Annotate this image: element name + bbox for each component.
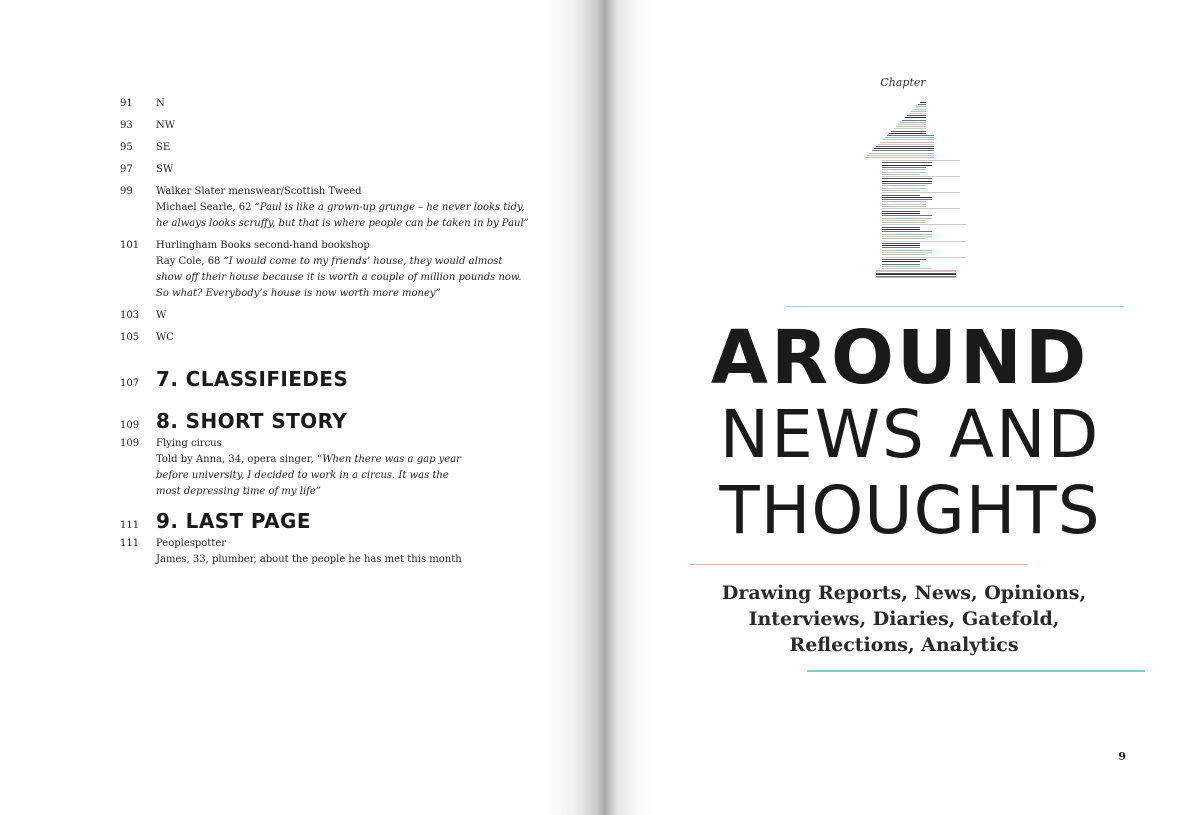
toc-entry-byline: Michael Searle, 62 — [156, 202, 255, 213]
toc-entry[interactable] — [120, 118, 530, 140]
numeral-hairline — [882, 188, 926, 189]
toc-page-number: 101 — [120, 240, 140, 251]
toc-section-heading: 9. LAST PAGE — [156, 509, 311, 533]
toc-entry-title: Walker Slater menswear/Scottish Tweed — [156, 186, 362, 197]
numeral-hairline — [882, 243, 920, 244]
numeral-hairline — [880, 142, 934, 143]
toc-page-number: 109 — [120, 420, 140, 431]
numeral-hairline — [905, 117, 926, 118]
numeral-hairline — [882, 266, 920, 267]
numeral-hairline — [889, 133, 926, 134]
numeral-hairline — [882, 257, 966, 258]
toc-page-number: 111 — [120, 520, 140, 531]
chapter-label: Chapter — [880, 76, 926, 89]
numeral-hairline — [882, 183, 932, 184]
numeral-hairline — [872, 150, 934, 151]
decorative-rule-top — [786, 306, 1124, 307]
toc-entry[interactable] — [120, 308, 530, 330]
toc-section-heading: 8. SHORT STORY — [156, 409, 348, 433]
numeral-hairline — [896, 126, 926, 127]
numeral-hairline — [882, 172, 926, 173]
toc-entry-title: NW — [156, 120, 176, 131]
toc-entry-detail — [156, 254, 530, 302]
numeral-hairline — [913, 109, 926, 110]
numeral-hairline — [876, 277, 956, 278]
toc-entry-title: Hurlingham Books second-hand bookshop — [156, 240, 370, 251]
numeral-hairline — [882, 222, 926, 223]
numeral-hairline — [882, 234, 932, 235]
toc-page-number: 97 — [120, 164, 133, 175]
toc-entry-title: W — [156, 310, 167, 321]
numeral-hairline — [882, 167, 926, 168]
numeral-hairline — [876, 146, 934, 147]
numeral-hairline — [882, 213, 920, 214]
numeral-hairline — [883, 139, 934, 140]
toc-page-number: 93 — [120, 120, 133, 131]
toc-section[interactable] — [120, 364, 530, 394]
decorative-rule-middle — [690, 564, 1028, 565]
numeral-hairline — [882, 195, 920, 196]
toc-page-number: 103 — [120, 310, 140, 321]
toc-page-number: 109 — [120, 438, 140, 449]
numeral-hairline — [882, 178, 932, 179]
toc-entry-detail — [156, 200, 530, 232]
numeral-hairline — [882, 174, 920, 175]
numeral-hairline — [882, 185, 926, 186]
chapter-number-graphic — [852, 98, 1002, 278]
numeral-hairline — [869, 153, 934, 154]
numeral-hairline — [882, 238, 926, 239]
numeral-hairline — [907, 115, 926, 116]
numeral-hairline — [898, 124, 926, 125]
numeral-hairline — [882, 245, 920, 246]
page-number: 9 — [1118, 750, 1126, 763]
toc-entry-title: SW — [156, 164, 174, 175]
numeral-hairline — [882, 160, 960, 161]
toc-entry[interactable] — [120, 330, 530, 352]
numeral-hairline — [874, 148, 934, 149]
toc-entry-title: Flying circus — [156, 438, 222, 449]
table-of-contents — [120, 96, 530, 574]
numeral-hairline — [882, 211, 920, 212]
numeral-hairline — [882, 169, 926, 170]
toc-entry[interactable] — [120, 162, 530, 184]
numeral-hairline — [882, 192, 960, 193]
numeral-hairline — [916, 106, 926, 107]
numeral-hairline — [882, 190, 920, 191]
toc-entry[interactable] — [120, 184, 530, 232]
numeral-hairline — [911, 111, 926, 112]
decorative-rule-bottom — [807, 670, 1145, 672]
toc-entry-quote: “Paul is like a grown-up grunge – he never looks tidy, he always looks scruffy, but that is where people can be taken in by Paul” — [156, 202, 529, 229]
numeral-hairline — [882, 181, 932, 182]
numeral-hairline — [882, 215, 932, 216]
numeral-hairline — [878, 144, 934, 145]
chapter-title-line-3: THOUGHTS — [719, 472, 1101, 549]
toc-section-heading: 7. CLASSIFIEDES — [156, 367, 349, 391]
numeral-hairline — [882, 220, 926, 221]
toc-entry[interactable] — [120, 238, 530, 302]
toc-entry-title: WC — [156, 332, 174, 343]
numeral-hairline — [882, 165, 932, 166]
numeral-hairline — [909, 113, 926, 114]
numeral-hairline — [885, 137, 934, 138]
toc-entry-detail: James, 33, plumber, about the people he has met this month — [156, 554, 462, 565]
toc-entry-byline: Told by Anna, 34, opera singer, — [156, 454, 317, 465]
numeral-hairline — [891, 131, 926, 132]
toc-section[interactable] — [120, 406, 530, 436]
numeral-hairline — [894, 128, 926, 129]
numeral-hairline — [882, 261, 920, 262]
toc-entry[interactable] — [120, 436, 530, 500]
toc-entry-title: SE — [156, 142, 171, 153]
numeral-hairline — [882, 204, 926, 205]
numeral-hairline — [882, 231, 932, 232]
toc-entry-title: Peoplespotter — [156, 538, 227, 549]
numeral-hairline — [882, 250, 932, 251]
toc-entry[interactable] — [120, 536, 530, 568]
toc-entry-detail — [156, 452, 476, 500]
numeral-hairline — [882, 236, 932, 237]
numeral-hairline — [867, 155, 934, 156]
toc-entry-title: N — [156, 98, 165, 109]
toc-page-number: 99 — [120, 186, 133, 197]
toc-page-number: 107 — [120, 378, 140, 389]
numeral-hairline — [882, 224, 966, 225]
numeral-hairline — [882, 201, 926, 202]
toc-entry-quote: “When there was a gap year before university, I decided to work in a circus. It was the most depressing time of my life” — [156, 454, 461, 497]
toc-entry[interactable] — [120, 140, 530, 162]
numeral-hairline — [882, 197, 932, 198]
numeral-hairline — [882, 247, 920, 248]
chapter-title-line-1: AROUND — [710, 315, 1090, 401]
numeral-hairline — [900, 122, 926, 123]
numeral-hairline — [882, 218, 932, 219]
numeral-hairline — [920, 102, 926, 103]
numeral-hairline — [902, 120, 926, 121]
numeral-hairline — [882, 264, 920, 265]
numeral-hairline — [882, 254, 926, 255]
toc-entry[interactable] — [120, 96, 530, 118]
numeral-hairline — [882, 208, 960, 209]
toc-entry-byline: Ray Cole, 68 — [156, 256, 224, 267]
numeral-hairline — [882, 206, 926, 207]
numeral-hairline — [882, 199, 932, 200]
toc-entry-quote: “I would come to my friends’ house, they would almost show off their house because it is worth a couple of million pounds now. So what? Everybody’s house is now worth more money” — [156, 256, 522, 299]
numeral-hairline — [882, 176, 960, 177]
numeral-hairline — [882, 268, 932, 269]
numeral-hairline — [882, 227, 920, 228]
chapter-subtitle: Drawing Reports, News, Opinions, Interviews, Diaries, Gatefold, Reflections, Analytics — [721, 582, 1087, 656]
toc-page-number: 111 — [120, 538, 140, 549]
numeral-hairline — [882, 252, 932, 253]
numeral-hairline — [882, 162, 932, 163]
toc-page-number: 105 — [120, 332, 140, 343]
toc-page-number: 95 — [120, 142, 133, 153]
chapter-title-line-2: NEWS AND — [719, 396, 1101, 473]
numeral-hairline — [882, 259, 926, 260]
numeral-hairline — [887, 135, 934, 136]
numeral-hairline — [918, 104, 926, 105]
toc-page-number: 91 — [120, 98, 133, 109]
numeral-hairline — [882, 229, 920, 230]
numeral-hairline — [865, 157, 934, 158]
toc-section[interactable] — [120, 506, 530, 536]
numeral-hairline — [882, 241, 966, 242]
